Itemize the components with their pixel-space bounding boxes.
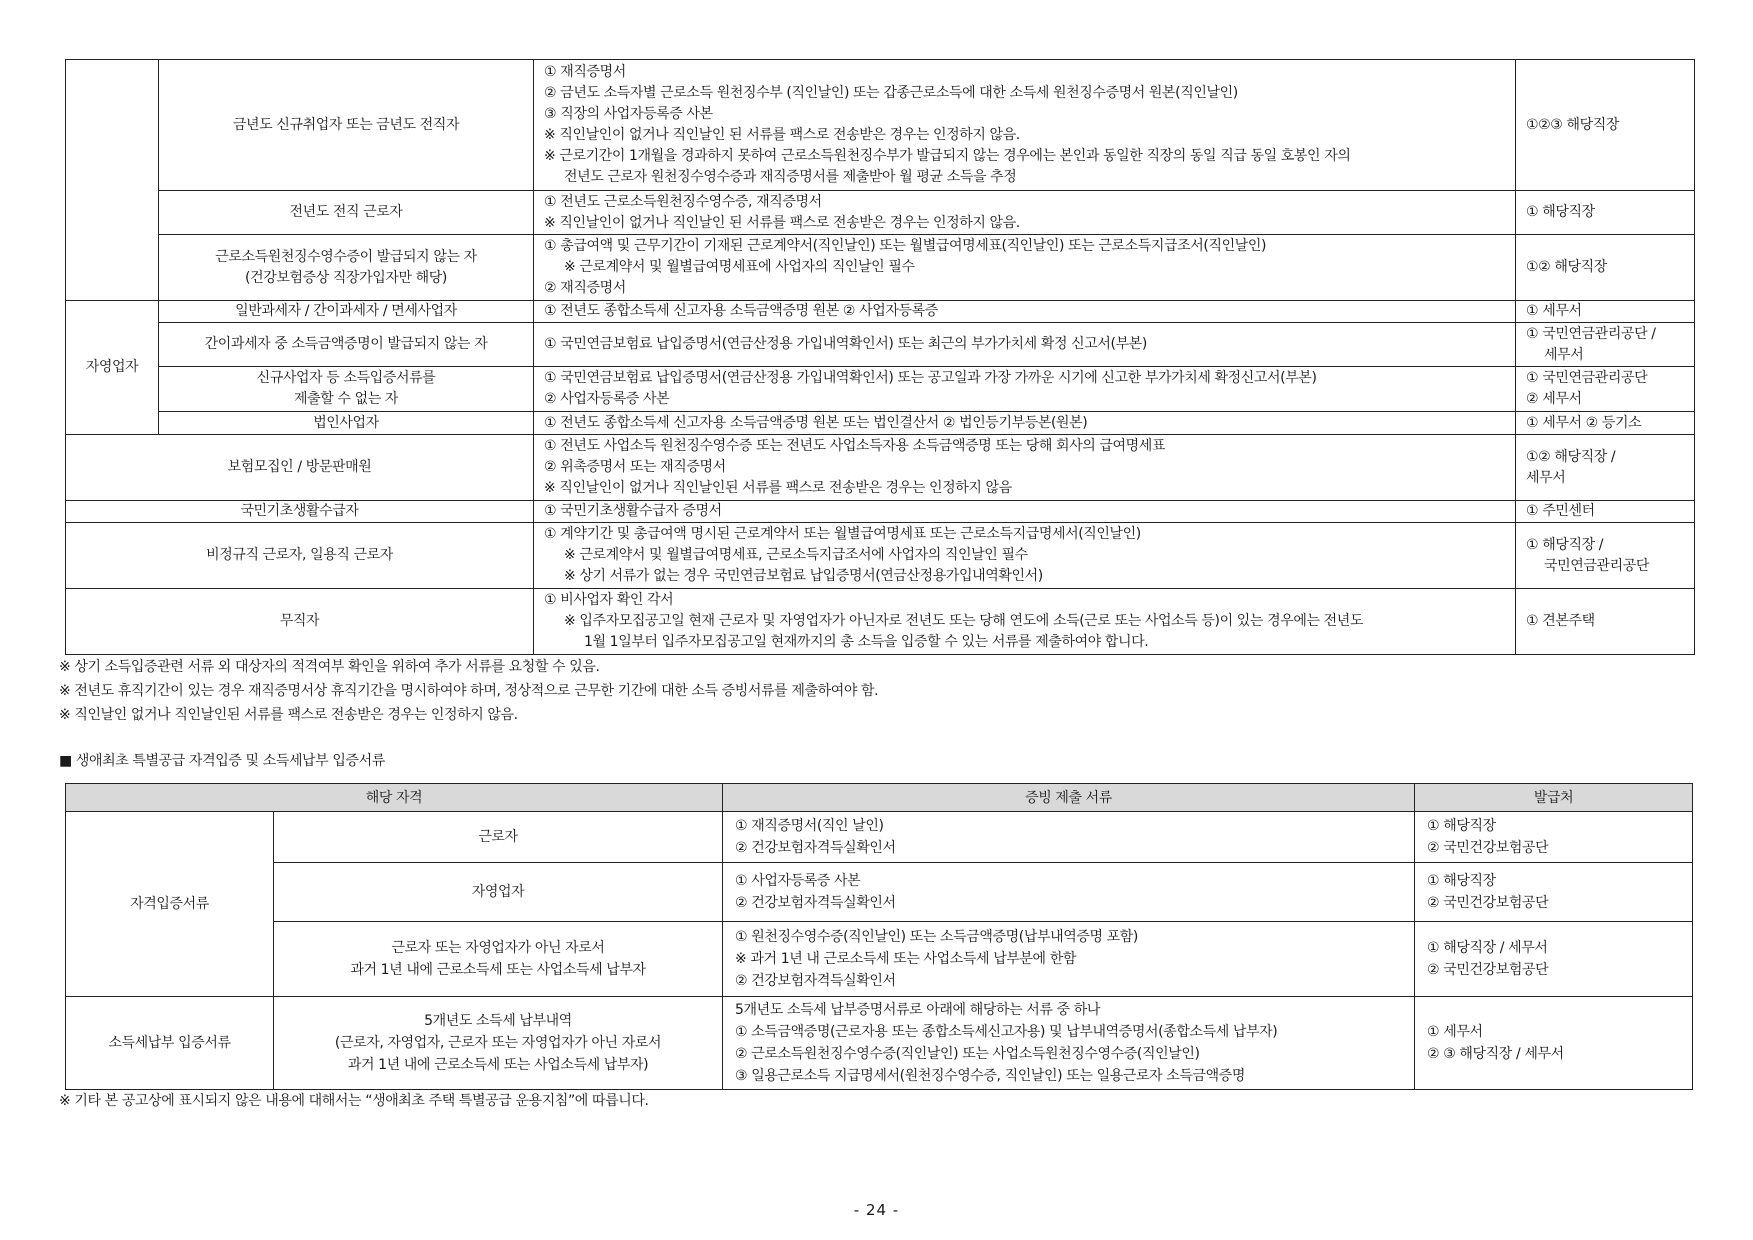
qualification-text: 5개년도 소득세 납부내역 [424, 1013, 572, 1029]
document-line: ① 소득금액증명(근로자용 또는 종합소득세신고자용) 및 납부내역증명서(종합소득세 납부자) [735, 1024, 1278, 1040]
document-line: ※ 직인날인이 없거나 직인날인 된 서류를 팩스로 전송받은 경우는 인정하지 않음. [544, 127, 1020, 143]
documents-cell [534, 367, 1516, 412]
table-row [66, 323, 1695, 367]
document-line: ② 건강보험자격득실확인서 [735, 973, 896, 989]
table-row [66, 435, 1695, 501]
table-row [66, 301, 1695, 323]
table-row [66, 997, 1693, 1090]
first-time-buyer-proof-table [65, 783, 1693, 1090]
header-qualification: 해당 자격 [66, 784, 723, 812]
qualification-text: 법인사업자 [313, 414, 379, 431]
qualification-text: 신규사업자 등 소득입증서류를 [256, 370, 436, 386]
documents-cell [534, 323, 1516, 367]
issuer-cell [1516, 501, 1695, 523]
document-line: ① 전년도 근로소득원천징수영수증, 재직증명서 [544, 193, 822, 210]
documents-cell [534, 60, 1516, 191]
qualification-cell [159, 191, 534, 235]
issuer-cell [1516, 191, 1695, 235]
qualification-cell [159, 235, 534, 301]
issuer-cell [1415, 812, 1693, 863]
issuer-line: 세무서 [1544, 346, 1584, 363]
document-line: 5개년도 소득세 납부증명서류로 아래에 해당하는 서류 중 하나 [735, 1002, 1100, 1018]
issuer-line: ② 국민건강보험공단 [1427, 895, 1549, 911]
document-line: ※ 근로기간이 1개월을 경과하지 못하여 근로소득원천징수부가 발급되지 않는 경우에는 본인과 동일한 직장의 동일 직급 동일 호봉인 자의 [544, 148, 1351, 164]
issuer-cell [1516, 523, 1695, 589]
document-line: ※ 과거 1년 내 근로소득세 또는 사업소득세 납부분에 한함 [735, 951, 1076, 967]
qualification-cell [274, 863, 723, 922]
documents-cell [723, 863, 1415, 922]
issuer-line: ① 세무서 [1427, 1024, 1483, 1040]
group-label: 소득세납부 입증서류 [108, 1035, 231, 1051]
document-line: ※ 입주자모집공고일 현재 근로자 및 자영업자가 아닌자로 전년도 또는 당해 연도에 소득(근로 또는 사업소득 등)이 있는 경우에는 전년도 [564, 613, 1364, 629]
qualification-text: 국민기초생활수급자 [240, 503, 359, 519]
note-line: ※ 상기 소득입증관련 서류 외 대상자의 적격여부 확인을 위하여 추가 서류를 요청할 수 있음. [59, 659, 600, 675]
qualification-text: 제출할 수 없는 자 [293, 391, 399, 407]
qualification-cell [159, 323, 534, 367]
qualification-cell [66, 501, 534, 523]
documents-cell [534, 235, 1516, 301]
qualification-cell [159, 367, 534, 412]
issuer-cell [1516, 412, 1695, 435]
issuer-line: ① 국민연금관리공단 / [1526, 325, 1656, 342]
category-label: 자영업자 [85, 359, 139, 375]
document-line: ※ 직인날인이 없거나 직인날인 된 서류를 팩스로 전송받은 경우는 인정하지 않음. [544, 214, 1020, 231]
documents-cell [534, 412, 1516, 435]
documents-cell [534, 301, 1516, 323]
issuer-cell [1516, 589, 1695, 655]
group-cell-tax-payment-proof [66, 997, 274, 1090]
qualification-text: 근로소득원천징수영수증이 발급되지 않는 자 [215, 248, 477, 265]
qualification-text: 일반과세자 / 간이과세자 / 면세사업자 [235, 303, 457, 319]
document-line: ① 전년도 종합소득세 신고자용 소득금액증명 원본 ② 사업자등록증 [544, 303, 938, 319]
issuer-line: 국민연금관리공단 [1544, 557, 1649, 574]
table-row [66, 589, 1695, 655]
qualification-text: 근로자 또는 자영업자가 아닌 자로서 [391, 940, 605, 956]
document-line: ※ 근로계약서 및 월별급여명세표에 사업자의 직인날인 필수 [564, 259, 915, 275]
document-line: ② 위촉증명서 또는 재직증명서 [544, 459, 726, 475]
document-line: ② 사업자등록증 사본 [544, 391, 670, 407]
qualification-text: 금년도 신규취업자 또는 금년도 전직자 [232, 116, 460, 133]
qualification-text: 비정규직 근로자, 일용직 근로자 [206, 547, 393, 563]
qualification-cell [274, 812, 723, 863]
issuer-line: ①② 해당직장 / [1526, 448, 1616, 465]
issuer-cell [1516, 367, 1695, 412]
issuer-line: ①②③ 해당직장 [1526, 116, 1619, 133]
document-line: ① 총급여액 및 근무기간이 기재된 근로계약서(직인날인) 또는 월별급여명세표(직인날인) 또는 근로소득지급조서(직인날인) [544, 238, 1267, 254]
documents-cell [534, 589, 1516, 655]
issuer-cell [1415, 997, 1693, 1090]
qualification-text: 자영업자 [471, 884, 525, 900]
document-line: ① 비사업자 확인 각서 [544, 592, 674, 608]
issuer-line: 세무서 [1526, 469, 1566, 486]
document-line: ① 사업자등록증 사본 [735, 873, 861, 889]
document-line: ① 계약기간 및 총급여액 명시된 근로계약서 또는 월별급여명세표 또는 근로소득지급명세서(직인날인) [544, 526, 1141, 542]
document-line: ③ 직장의 사업자등록증 사본 [544, 106, 713, 122]
table-row [66, 863, 1693, 922]
document-line: ① 국민연금보험료 납입증명서(연금산정용 가입내역확인서) 또는 공고일과 가장 가까운 시기에 신고한 부가가치세 확정신고서(부본) [544, 370, 1317, 386]
document-line: ① 재직증명서(직인 날인) [735, 818, 884, 834]
table-row [66, 60, 1695, 191]
document-line: ① 원천징수영수증(직인날인) 또는 소득금액증명(납부내역증명 포함) [735, 929, 1138, 945]
issuer-line: ① 세무서 [1526, 303, 1582, 319]
document-line: ② 건강보험자격득실확인서 [735, 895, 896, 911]
document-line: ② 건강보험자격득실확인서 [735, 840, 896, 856]
issuer-line: ① 세무서 ② 등기소 [1526, 414, 1642, 431]
qualification-cell [159, 60, 534, 191]
document-line: 전년도 근로자 원천징수영수증과 재직증명서를 제출받아 월 평균 소득을 추정 [564, 169, 1017, 185]
section-heading: ■ 생애최초 특별공급 자격입증 및 소득세납부 입증서류 [59, 753, 385, 769]
table-row [66, 412, 1695, 435]
document-line: ① 국민연금보험료 납입증명서(연금산정용 가입내역확인서) 또는 최근의 부가가치세 확정 신고서(부본) [544, 336, 1147, 352]
issuer-cell [1516, 435, 1695, 501]
note-line: ※ 직인날인 없거나 직인날인된 서류를 팩스로 전송받은 경우는 인정하지 않음. [59, 707, 518, 723]
table-row [66, 501, 1695, 523]
issuer-line: ① 해당직장 [1427, 818, 1496, 834]
document-line: ① 전년도 사업소득 원천징수영수증 또는 전년도 사업소득자용 소득금액증명 또는 당해 회사의 급여명세표 [544, 438, 1166, 454]
header-documents: 증빙 제출 서류 [723, 784, 1415, 812]
qualification-text: 무직자 [279, 613, 320, 629]
qualification-text: 근로자 [478, 829, 518, 845]
documents-cell [723, 997, 1415, 1090]
documents-cell [723, 922, 1415, 997]
document-line: ① 전년도 종합소득세 신고자용 소득금액증명 원본 또는 법인결산서 ② 법인등기부등본(원본) [544, 414, 1088, 431]
documents-cell [534, 523, 1516, 589]
issuer-cell [1516, 60, 1695, 191]
qualification-text: 간이과세자 중 소득금액증명이 발급되지 않는 자 [204, 336, 488, 352]
footnote: ※ 기타 본 공고상에 표시되지 않은 내용에 대해서는 “생애최초 주택 특별공급 운용지침”에 따릅니다. [59, 1093, 649, 1109]
table-row [66, 235, 1695, 301]
header-issuer: 발급처 [1415, 784, 1693, 812]
issuer-cell [1516, 301, 1695, 323]
qualification-cell [66, 435, 534, 501]
qualification-text: 과거 1년 내에 근로소득세 또는 사업소득세 납부자 [350, 962, 646, 978]
page-number: - 24 - [853, 1201, 900, 1219]
qualification-cell [274, 997, 723, 1090]
document-line: ② 재직증명서 [544, 280, 626, 296]
qualification-cell [66, 523, 534, 589]
qualification-cell [159, 301, 534, 323]
documents-cell [723, 812, 1415, 863]
qualification-text: (근로자, 자영업자, 근로자 또는 자영업자가 아닌 자로서 [334, 1035, 662, 1051]
documents-cell [534, 435, 1516, 501]
income-proof-table [65, 59, 1695, 655]
issuer-line: ① 해당직장 / 세무서 [1427, 940, 1548, 956]
document-line: ① 재직증명서 [544, 64, 626, 80]
note-line: ※ 전년도 휴직기간이 있는 경우 재직증명서상 휴직기간을 명시하여야 하며, 정상적으로 근무한 기간에 대한 소득 증빙서류를 제출하여야 함. [59, 683, 879, 699]
issuer-cell [1415, 922, 1693, 997]
documents-cell [534, 501, 1516, 523]
document-line: ※ 직인날인이 없거나 직인날인된 서류를 팩스로 전송받은 경우는 인정하지 않음 [544, 480, 1012, 496]
issuer-line: ② 국민건강보험공단 [1427, 840, 1549, 856]
qualification-cell [66, 589, 534, 655]
issuer-line: ① 국민연금관리공단 [1526, 370, 1648, 386]
document-line: ① 국민기초생활수급자 증명서 [544, 503, 722, 519]
group-label: 자격입증서류 [130, 896, 209, 912]
qualification-text: 전년도 전직 근로자 [289, 204, 403, 220]
qualification-text: 과거 1년 내에 근로소득세 또는 사업소득세 납부자) [347, 1057, 649, 1073]
issuer-line: ② 국민건강보험공단 [1427, 962, 1549, 978]
table-row [66, 523, 1695, 589]
table-row [66, 367, 1695, 412]
issuer-cell [1516, 235, 1695, 301]
category-cell-self-employed [66, 301, 159, 435]
issuer-line: ① 해당직장 / [1526, 536, 1604, 553]
group-cell-qualification-proof [66, 812, 274, 997]
issuer-line: ② ③ 해당직장 / 세무서 [1427, 1046, 1564, 1062]
table-header-row [66, 784, 1693, 812]
qualification-text: 보험모집인 / 방문판매원 [227, 459, 372, 475]
issuer-line: ①② 해당직장 [1526, 259, 1607, 275]
issuer-line: ① 주민센터 [1526, 503, 1595, 519]
issuer-line: ① 견본주택 [1526, 613, 1595, 629]
issuer-line: ② 세무서 [1526, 391, 1582, 407]
qualification-cell [274, 922, 723, 997]
qualification-text: (건강보험증상 직장가입자만 해당) [245, 269, 447, 286]
document-line: ※ 상기 서류가 없는 경우 국민연금보험료 납입증명서(연금산정용가입내역확인서) [564, 568, 1043, 584]
issuer-line: ① 해당직장 [1427, 873, 1496, 889]
table-row [66, 191, 1695, 235]
category-cell-employee-continued [66, 60, 159, 301]
document-line: ※ 근로계약서 및 월별급여명세표, 근로소득지급조서에 사업자의 직인날인 필수 [564, 547, 1028, 563]
document-line: ② 근로소득원천징수영수증(직인날인) 또는 사업소득원천징수영수증(직인날인) [735, 1046, 1200, 1062]
issuer-line: ① 해당직장 [1526, 204, 1595, 220]
document-line: ② 금년도 소득자별 근로소득 원천징수부 (직인날인) 또는 갑종근로소득에 대한 소득세 원천징수증명서 원본(직인날인) [544, 85, 1238, 101]
qualification-cell [159, 412, 534, 435]
table-row [66, 922, 1693, 997]
document-line: ③ 일용근로소득 지급명세서(원천징수영수증, 직인날인) 또는 일용근로자 소득금액증명 [735, 1068, 1245, 1084]
issuer-cell [1415, 863, 1693, 922]
document-line: 1월 1일부터 입주자모집공고일 현재까지의 총 소득을 입증할 수 있는 서류를 제출하여야 합니다. [584, 634, 1149, 650]
documents-cell [534, 191, 1516, 235]
issuer-cell [1516, 323, 1695, 367]
table-row [66, 812, 1693, 863]
